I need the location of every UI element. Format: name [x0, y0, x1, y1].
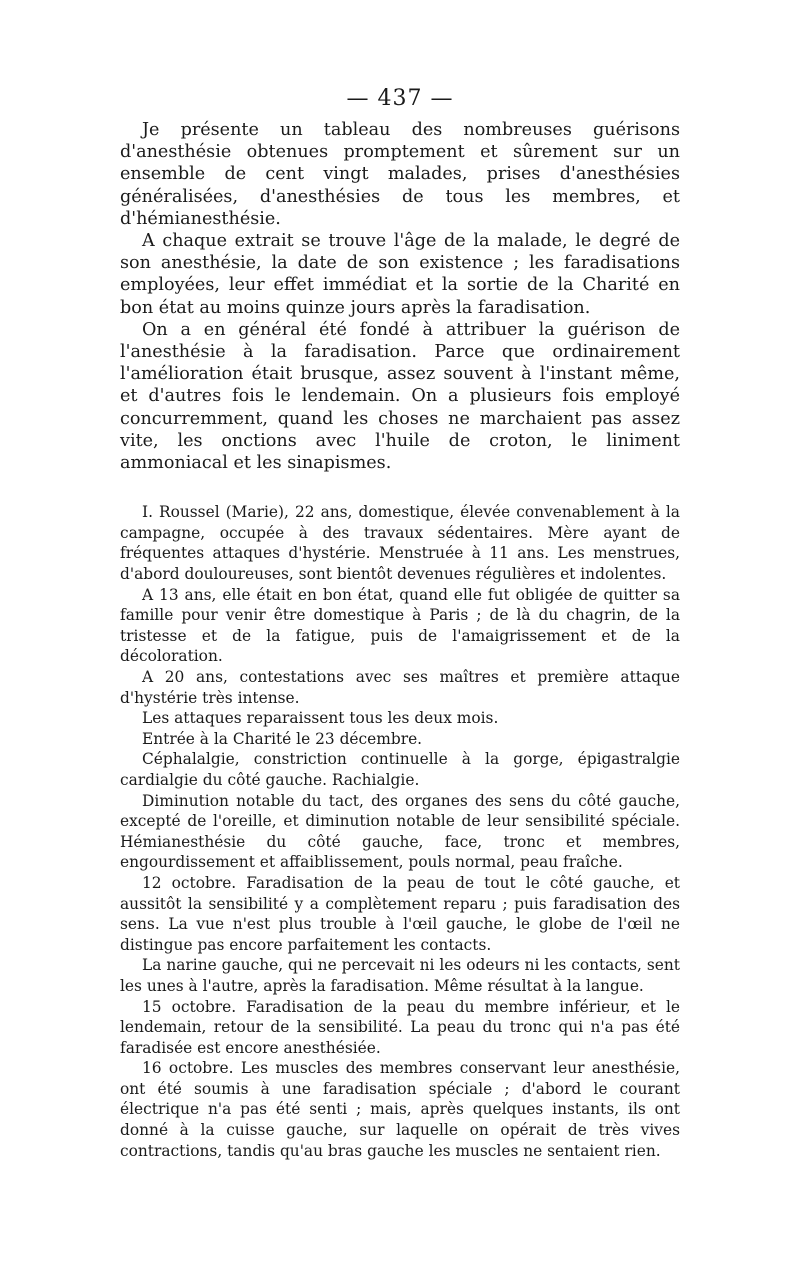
page-number: — 437 —: [346, 86, 454, 111]
section-gap: [120, 474, 680, 502]
case-paragraph-10: 15 octobre. Faradisation de la peau du membre inférieur, et le lendemain, retour de la sensibilité. La peau du tronc qui n'a pas été faradisée est encore anesthésiée.: [120, 997, 680, 1057]
case-paragraph-2: A 13 ans, elle était en bon état, quand elle fut obligée de quitter sa famille pour venir être domestique à Paris ; de là du chagrin, de la tristesse et de la fatigue, puis de l'amaigrissement et de la décoloration.: [120, 585, 680, 666]
case-paragraph-3: A 20 ans, contestations avec ses maîtres et première attaque d'hystérie très intense.: [120, 668, 680, 707]
intro-paragraph-3: On a en général été fondé à attribuer la guérison de l'anesthésie à la faradisation. Parce que ordinairement l'amélioration était brusque, assez souvent à l'instant même, et d'autres fois le lendemain. On a plusieurs fois employé concurremment, quand les choses ne marchaient pas assez vite, les onctions avec l'huile de croton, le liniment ammoniacal et les sinapismes.: [120, 319, 680, 474]
case-paragraph-9: La narine gauche, qui ne percevait ni les odeurs ni les contacts, sent les unes à l'autre, après la faradisation. Même résultat à la langue.: [120, 956, 680, 995]
case-paragraph-6: Céphalalgie, constriction continuelle à la gorge, épigastralgie cardialgie du côté gauche. Rachialgie.: [120, 750, 680, 789]
case-paragraph-4: Les attaques reparaissent tous les deux mois.: [142, 709, 499, 728]
page: [120, 86, 680, 1161]
case-paragraph-5: Entrée à la Charité le 23 décembre.: [142, 729, 423, 748]
intro-paragraph-1: Je présente un tableau des nombreuses guérisons d'anesthésie obtenues promptement et sûrement sur un ensemble de cent vingt malades, prises d'anesthésies généralisées, d'anesthésies de tous les membres, et d'hémianesthésie.: [120, 120, 680, 229]
case-paragraph-11: 16 octobre. Les muscles des membres conservant leur anesthésie, ont été soumis à une faradisation spéciale ; d'abord le courant électrique n'a pas été senti ; mais, après quelques instants, ils ont donné à la cuisse gauche, sur laquelle on opérait de très vives contractions, tandis qu'au bras gauche les muscles ne sentaient rien.: [120, 1059, 680, 1160]
case-paragraph-8: 12 octobre. Faradisation de la peau de tout le côté gauche, et aussitôt la sensibilité y a complètement reparu ; puis faradisation des sens. La vue n'est plus trouble à l'œil gauche, le globe de l'œil ne distingue pas encore parfaitement les contacts.: [120, 873, 680, 954]
case-paragraph-1: I. Roussel (Marie), 22 ans, domestique, élevée convenablement à la campagne, occupée à des travaux sédentaires. Mère ayant de fréquentes attaques d'hystérie. Menstruée à 11 ans. Les menstrues, d'abord douloureuses, sont bientôt devenues régulières et indolentes.: [120, 503, 680, 584]
case-paragraph-7: Diminution notable du tact, des organes des sens du côté gauche, excepté de l'oreille, et diminution notable de leur sensibilité spéciale. Hémianesthésie du côté gauche, face, tronc et membres, engourdissement et affaiblissement, pouls normal, peau fraîche.: [120, 791, 680, 872]
intro-paragraph-2: A chaque extrait se trouve l'âge de la malade, le degré de son anesthésie, la date de son existence ; les faradisations employées, leur effet immédiat et la sortie de la Charité en bon état au moins quinze jours après la faradisation.: [120, 231, 680, 318]
